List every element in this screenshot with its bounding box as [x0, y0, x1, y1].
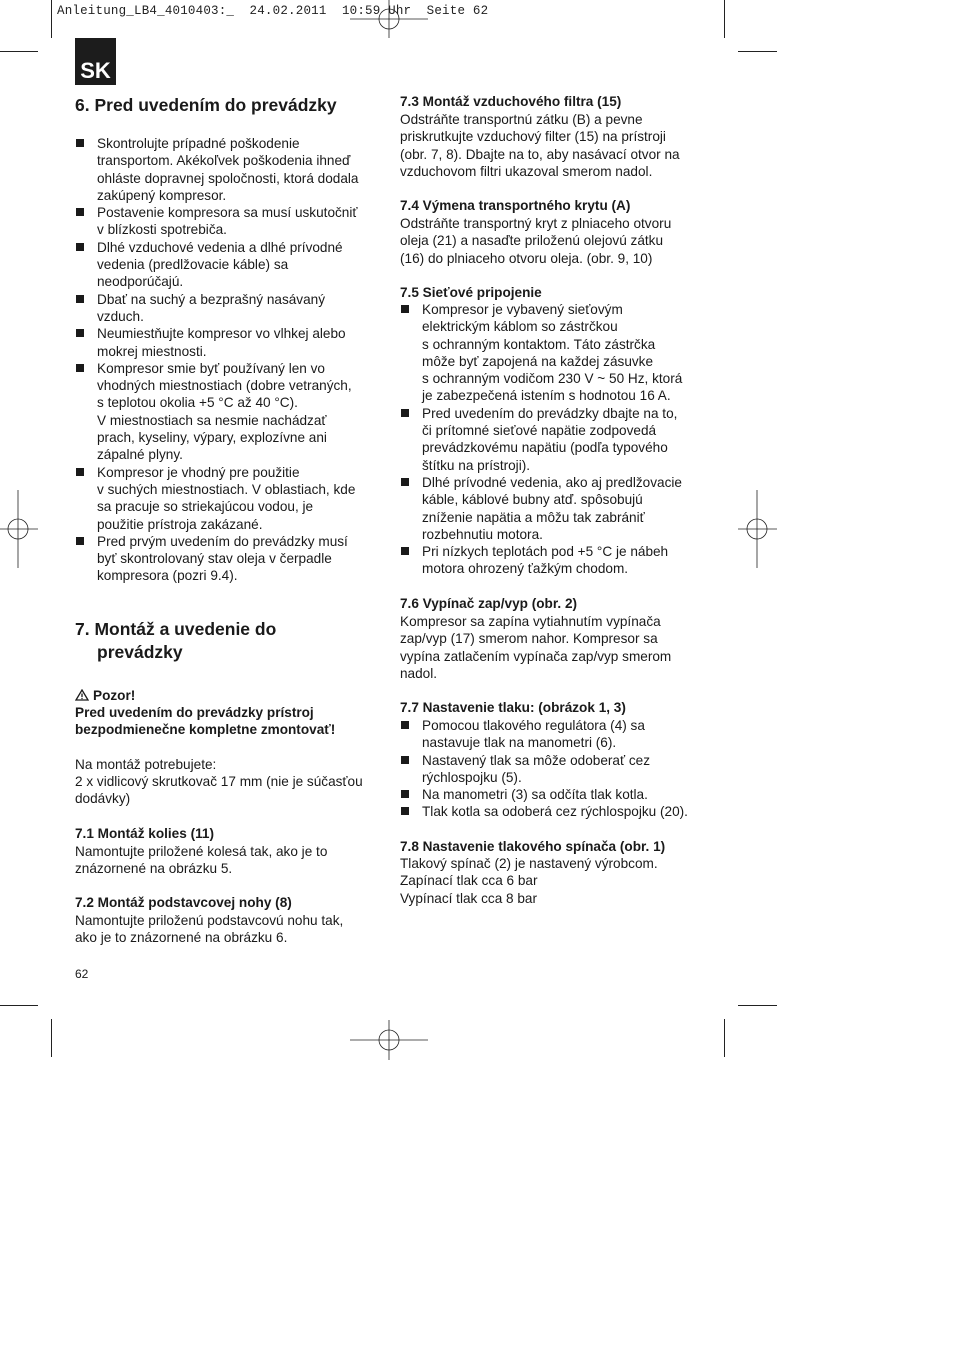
list-item-line: Dbať na suchý a bezprašný nasávaný — [97, 291, 326, 307]
list-item-line: vedenia (predlžovacie káble) sa — [97, 257, 289, 273]
list-item-line: vzduch. — [97, 308, 144, 324]
square-bullet-icon — [401, 756, 409, 764]
registration-mark-icon — [738, 490, 777, 568]
text-line: Odstráňte transportnú zátku (B) a pevne — [400, 112, 643, 127]
list-item — [400, 717, 710, 752]
list-item-line: rozbehnutiu motora. — [422, 526, 543, 542]
crop-mark — [724, 1019, 725, 1057]
text-line: (obr. 7, 8). Dbajte na to, aby nasávací otvor na — [400, 146, 680, 162]
square-bullet-icon — [401, 721, 409, 729]
list-item-line: Kompresor smie byť používaný len vo — [97, 360, 325, 376]
square-bullet-icon — [76, 243, 84, 251]
text-line: Vypínací tlak cca 8 bar — [400, 890, 538, 906]
section-7-3-text — [400, 111, 680, 180]
section-7-8-title: 7.8 Nastavenie tlakového spínača (obr. 1) — [400, 839, 666, 854]
list-item — [75, 239, 380, 291]
text-line: Namontujte priložené kolesá tak, ako je to — [75, 844, 328, 859]
tools-needed-intro: Na montáž potrebujete: — [75, 757, 217, 772]
list-item-line: je zabezpečená istením s hodnotou 16 A. — [422, 388, 671, 404]
text-line: Tlakový spínač (2) je nastavený výrobcom. — [400, 856, 658, 871]
list-item-line: sa pracuje so striekajúcou vodou, je — [97, 499, 314, 515]
list-item-line: či prítomné sieťové napätie zodpovedá — [422, 423, 657, 439]
crop-mark — [738, 51, 777, 52]
section-7-1-text — [75, 843, 327, 878]
list-item-line: zakúpený kompresor. — [97, 187, 227, 203]
list-item — [75, 360, 380, 464]
section-7-6-text — [400, 613, 671, 682]
text-line: Odstráňte transportný kryt z plniaceho otvoru — [400, 216, 672, 231]
section-7-6-title: 7.6 Vypínač zap/vyp (obr. 2) — [400, 596, 578, 611]
list-item-line: motora ohrozený ťažkým chodom. — [422, 561, 629, 577]
list-item-line: Kompresor je vhodný pre použitie — [97, 464, 300, 480]
list-item — [75, 291, 380, 326]
section-7-5-list — [400, 301, 710, 578]
section-7-8-text — [400, 855, 658, 907]
list-item-line: neodporúčajú. — [97, 274, 184, 290]
square-bullet-icon — [76, 329, 84, 337]
square-bullet-icon — [401, 305, 409, 313]
registration-mark-icon — [350, 1020, 428, 1060]
list-item-line: mokrej miestnosti. — [97, 343, 207, 359]
list-item — [75, 325, 380, 360]
list-item-line: Neumiestňujte kompresor vo vlhkej alebo — [97, 326, 346, 342]
crop-mark — [51, 0, 52, 38]
list-item-line: prach, kyseliny, výpary, explozívne ani — [97, 430, 327, 446]
list-item-line: rýchlospojku (5). — [422, 769, 522, 785]
list-item — [75, 135, 380, 204]
list-item-line: zníženie napätia a môžu tak zabrániť — [422, 509, 645, 525]
list-item-line: Nastavený tlak sa môže odoberať cez — [422, 752, 651, 768]
text-line: nadol. — [400, 665, 438, 681]
list-item-line: Pomocou tlakového regulátora (4) sa — [422, 718, 645, 733]
square-bullet-icon — [76, 364, 84, 372]
text-line: znázornené na obrázku 5. — [75, 861, 233, 877]
list-item-line: Pri nízkych teplotách pod +5 °C je nábeh — [422, 544, 669, 560]
section-6-list — [75, 135, 380, 585]
list-item — [400, 543, 710, 578]
section-7-7-list — [400, 717, 710, 821]
text-line: priskrutkujte vzduchový filter (15) na prístroji — [400, 129, 666, 145]
section-7-7-title: 7.7 Nastavenie tlaku: (obrázok 1, 3) — [400, 700, 626, 715]
list-item-line: štítku na prístroji). — [422, 457, 531, 473]
list-item — [75, 204, 380, 239]
list-item — [400, 405, 710, 474]
list-item-line: káble, káblové bubny atď. spôsobujú — [422, 492, 643, 508]
warning-heading: Pozor! — [75, 687, 135, 704]
list-item-line: zápalné plyny. — [97, 447, 183, 463]
crop-mark — [0, 51, 38, 52]
square-bullet-icon — [76, 295, 84, 303]
list-item-line: Pred prvým uvedením do prevádzky musí — [97, 533, 348, 549]
list-item-line: Na manometri (3) sa odčíta tlak kotla. — [422, 787, 648, 803]
warning-text — [75, 704, 335, 739]
square-bullet-icon — [401, 807, 409, 815]
text-line: (16) do plniaceho otvoru oleja. (obr. 9, 10) — [400, 250, 653, 266]
list-item — [400, 474, 710, 543]
text-line: bezpodmienečne kompletne zmontovať! — [75, 722, 336, 738]
list-item-line: Dlhé prívodné vedenia, ako aj predlžovacie — [422, 474, 682, 490]
crop-mark — [724, 0, 725, 38]
list-item-line: Tlak kotla sa odoberá cez rýchlospojku (20). — [422, 804, 688, 820]
list-item-line: s ochranným vodičom 230 V ~ 50 Hz, ktorá — [422, 371, 683, 387]
list-item-line: elektrickým káblom so zástrčkou — [422, 319, 618, 335]
square-bullet-icon — [76, 208, 84, 216]
list-item-line: ohláste dopravnej spoločnosti, ktorá dodala — [97, 170, 359, 186]
section-7-4-title: 7.4 Výmena transportného krytu (A) — [400, 198, 631, 213]
tools-needed-text — [75, 773, 363, 808]
list-item-line: Skontrolujte prípadné poškodenie — [97, 136, 300, 151]
section-7-title: 7. Montáž a uvedenie do prevádzky — [75, 619, 277, 662]
list-item-line: môže byť zapojená na každej zásuvke — [422, 353, 654, 369]
section-7-2-text — [75, 912, 343, 947]
text-line: oleja (21) a nasaďte priloženú olejovú zátku — [400, 233, 664, 249]
list-item-line: V miestnostiach sa nesmie nachádzať — [97, 412, 327, 428]
registration-mark-icon — [0, 490, 38, 568]
list-item — [400, 803, 710, 820]
text-line: Namontujte priloženú podstavcovú nohu tak, — [75, 913, 344, 928]
list-item — [400, 786, 710, 803]
square-bullet-icon — [76, 537, 84, 545]
list-item-line: s ochranným kontaktom. Táto zástrčka — [422, 336, 656, 352]
list-item-line: transportom. Akékoľvek poškodenia ihneď — [97, 153, 351, 169]
text-line: vzduchovom filtri ukazoval smerom nadol. — [400, 163, 653, 179]
list-item-line: Pred uvedením do prevádzky dbajte na to, — [422, 405, 678, 421]
registration-mark-icon — [350, 0, 428, 38]
list-item — [400, 752, 710, 787]
list-item — [75, 464, 380, 533]
list-item-line: prevádzkovému napätiu (podľa typového — [422, 440, 668, 456]
text-line: Pred uvedením do prevádzky prístroj — [75, 705, 314, 720]
text-line: zap/vyp (17) smerom nahor. Kompresor sa — [400, 631, 658, 647]
crop-mark — [51, 1019, 52, 1057]
square-bullet-icon — [401, 790, 409, 798]
list-item — [75, 533, 380, 585]
section-7-4-text — [400, 215, 671, 267]
square-bullet-icon — [76, 468, 84, 476]
section-7-2-title: 7.2 Montáž podstavcovej nohy (8) — [75, 895, 292, 910]
list-item-line: byť skontrolovaný stav oleja v čerpadle — [97, 551, 332, 567]
crop-mark — [0, 1005, 38, 1006]
list-item-line: s teplotou okolia +5 °C až 40 °C). — [97, 395, 298, 411]
list-item-line: Postavenie kompresora sa musí uskutočniť — [97, 205, 358, 221]
section-7-1-title: 7.1 Montáž kolies (11) — [75, 826, 215, 841]
list-item-line: Dlhé vzduchové vedenia a dlhé prívodné — [97, 239, 343, 255]
print-header: Anleitung_LB4_4010403:_ 24.02.2011 10:59 Uhr Seite 62 — [57, 4, 489, 18]
square-bullet-icon — [401, 409, 409, 417]
crop-mark — [738, 1005, 777, 1006]
language-badge: SK — [75, 38, 116, 85]
text-line: vypína zatlačením vypínača zap/vyp smerom — [400, 648, 672, 664]
square-bullet-icon — [401, 547, 409, 555]
warning-triangle-icon — [75, 689, 89, 701]
text-line: 2 x vidlicový skrutkovač 17 mm (nie je súčasťou — [75, 774, 363, 789]
list-item-line: Kompresor je vybavený sieťovým — [422, 302, 623, 317]
section-6-title: 6. Pred uvedením do prevádzky — [75, 95, 337, 115]
square-bullet-icon — [401, 478, 409, 486]
list-item-line: v blízkosti spotrebiča. — [97, 222, 227, 238]
list-item-line: kompresora (pozri 9.4). — [97, 568, 238, 584]
list-item-line: nastavuje tlak na manometri (6). — [422, 735, 617, 751]
section-7-5-title: 7.5 Sieťové pripojenie — [400, 285, 542, 300]
page-number: 62 — [75, 967, 89, 981]
list-item — [400, 301, 710, 405]
list-item-line: použitie prístroja zakázané. — [97, 516, 263, 532]
text-line: Kompresor sa zapína vytiahnutím vypínača — [400, 614, 661, 629]
list-item-line: vhodných miestnostiach (dobre vetraných, — [97, 378, 352, 394]
square-bullet-icon — [76, 139, 84, 147]
text-line: Zapínací tlak cca 6 bar — [400, 873, 538, 889]
list-item-line: v suchých miestnostiach. V oblastiach, kde — [97, 481, 356, 497]
text-line: ako je to znázornené na obrázku 6. — [75, 930, 288, 946]
text-line: dodávky) — [75, 791, 131, 807]
section-7-3-title: 7.3 Montáž vzduchového filtra (15) — [400, 94, 622, 109]
